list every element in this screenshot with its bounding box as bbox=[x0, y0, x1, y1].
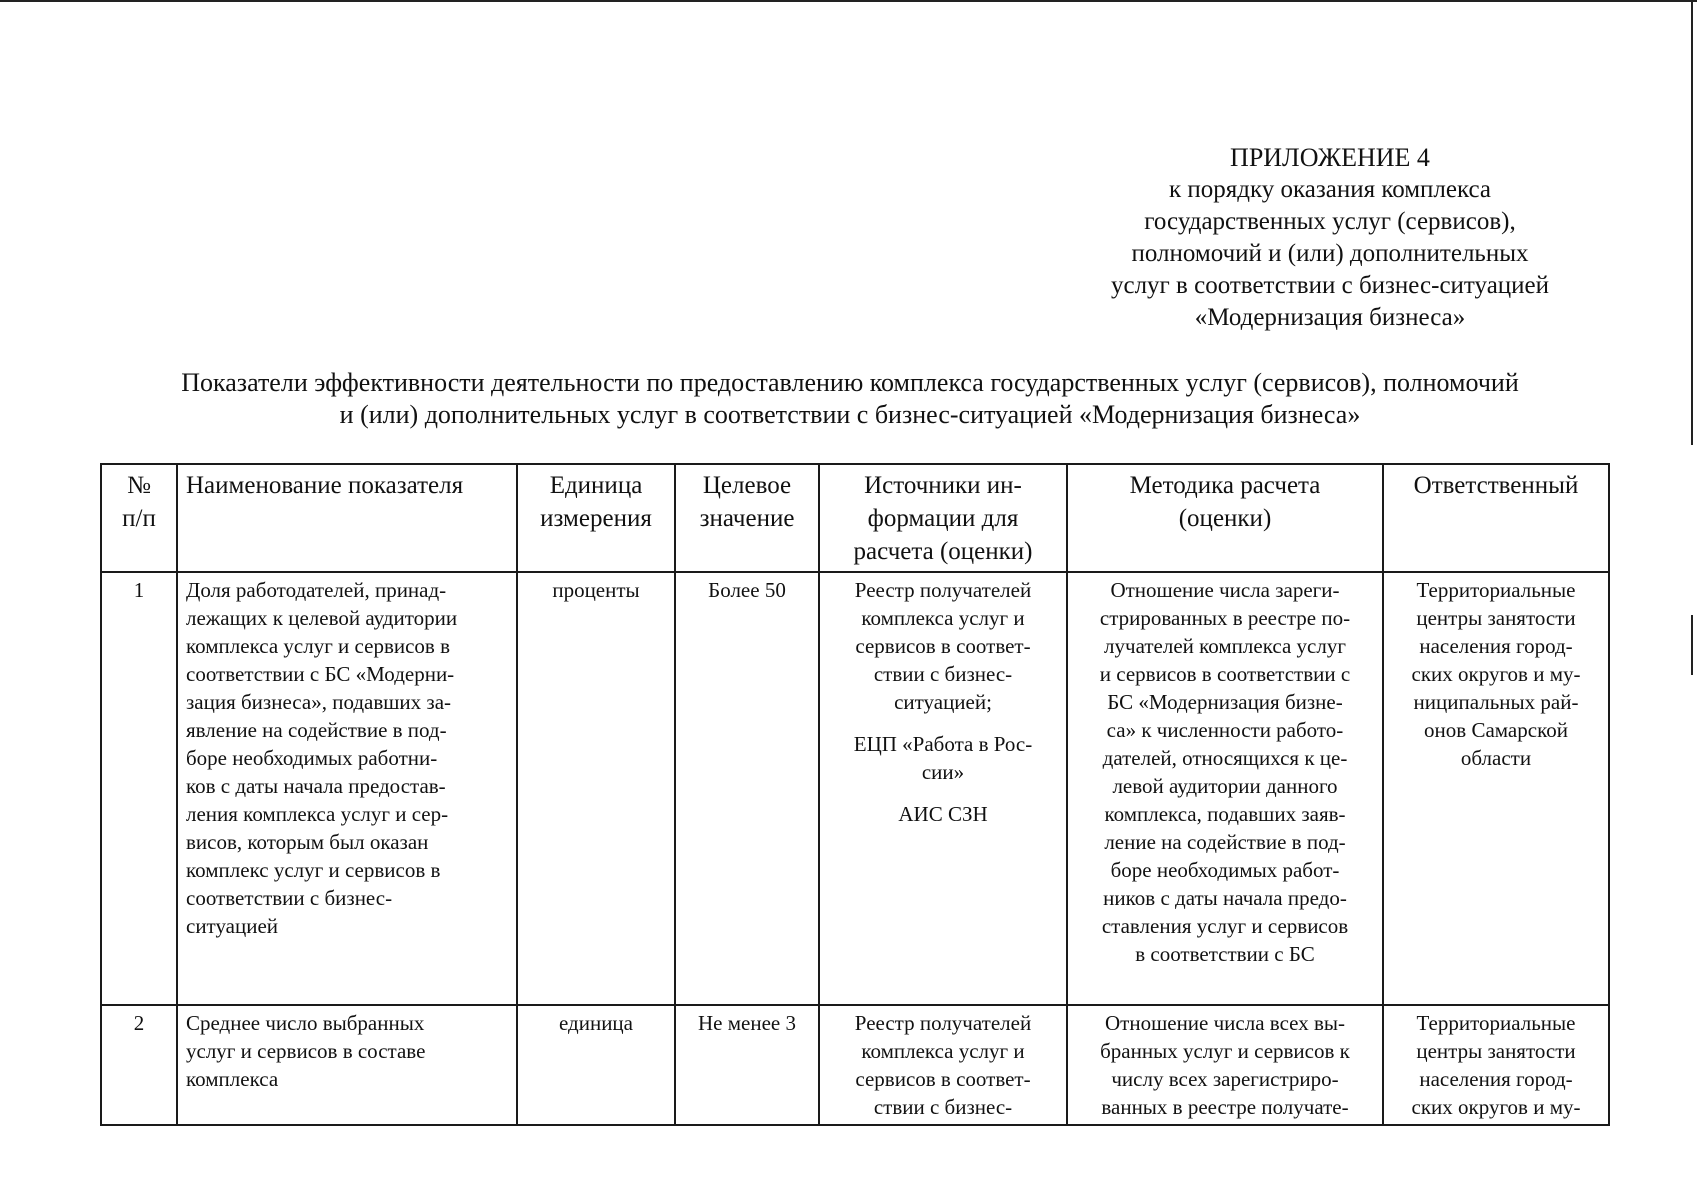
header-target: Целевое значение bbox=[675, 464, 819, 572]
indicators-table bbox=[100, 463, 1610, 1126]
cell-target: Более 50 bbox=[675, 572, 819, 1005]
appendix-line: услуг в соответствии с бизнес-ситуацией bbox=[1110, 272, 1550, 299]
title-line: и (или) дополнительных услуг в соответствии с бизнес-ситуацией «Модернизация бизнеса» bbox=[339, 400, 1361, 429]
cell-responsible: Территориальные центры занятости населения город- ских округов и му- bbox=[1383, 1005, 1609, 1125]
header-unit: Единица измерения bbox=[517, 464, 675, 572]
table-row bbox=[101, 572, 1609, 1005]
table-header-row bbox=[101, 464, 1609, 572]
header-responsible: Ответственный bbox=[1383, 464, 1609, 572]
cell-name: Среднее число выбранных услуг и сервисов в составе комплекса bbox=[177, 1005, 517, 1125]
scan-right-edge bbox=[1691, 0, 1693, 445]
cell-num: 2 bbox=[101, 1005, 177, 1125]
appendix-line: государственных услуг (сервисов), bbox=[1144, 208, 1516, 235]
header-num: № п/п bbox=[101, 464, 177, 572]
cell-unit: проценты bbox=[517, 572, 675, 1005]
appendix-line: к порядку оказания комплекса bbox=[1168, 176, 1492, 203]
appendix-line: полномочий и (или) дополнительных bbox=[1131, 240, 1529, 267]
cell-name: Доля работодателей, принад- лежащих к целевой аудитории комплекса услуг и сервисов в соответствии с БС «Модерни- зация бизнеса», подавших за- явление на содействие в под- боре необходимых работни- ков с даты начала предостав- ления комплекса услуг и сер- висов, которым был оказан комплекс услуг и сервисов в соответствии с бизнес- ситуацией bbox=[177, 572, 517, 1005]
cell-responsible: Территориальные центры занятости населения город- ских округов и му- ниципальных рай- онов Самарской области bbox=[1383, 572, 1609, 1005]
document-title bbox=[100, 367, 1600, 431]
header-method: Методика расчета (оценки) bbox=[1067, 464, 1383, 572]
scan-right-edge-fragment bbox=[1691, 615, 1693, 675]
title-line: Показатели эффективности деятельности по предоставлению комплекса государственных услуг (сервисов), полномочий bbox=[181, 368, 1519, 397]
cell-unit: единица bbox=[517, 1005, 675, 1125]
scan-top-edge bbox=[0, 0, 1697, 2]
appendix-line: «Модернизация бизнеса» bbox=[1194, 304, 1466, 331]
cell-num: 1 bbox=[101, 572, 177, 1005]
appendix-heading: ПРИЛОЖЕНИЕ 4 bbox=[1230, 143, 1430, 172]
appendix-block bbox=[1065, 142, 1595, 334]
table-row bbox=[101, 1005, 1609, 1125]
cell-method: Отношение числа зареги- стрированных в реестре по- лучателей комплекса услуг и сервисов в соответствии с БС «Модернизация бизне- са» к численности работо- дателей, относящихся к це- левой аудитории данного комплекса, подавших заяв- ление на содействие в под- боре необходимых работ- ников с даты начала предо- ставления услуг и сервисов в соответствии с БС bbox=[1067, 572, 1383, 1005]
cell-sources: Реестр получателей комплекса услуг и сервисов в соответ- ствии с бизнес- bbox=[819, 1005, 1067, 1125]
header-sources: Источники ин- формации для расчета (оценки) bbox=[819, 464, 1067, 572]
cell-method: Отношение числа всех вы- бранных услуг и сервисов к числу всех зарегистриро- ванных в реестре получате- bbox=[1067, 1005, 1383, 1125]
cell-target: Не менее 3 bbox=[675, 1005, 819, 1125]
cell-sources: Реестр получателей комплекса услуг и сервисов в соответ- ствии с бизнес- ситуацией; ЕЦП «Работа в Рос- сии» АИС СЗН bbox=[819, 572, 1067, 1005]
header-name: Наименование показателя bbox=[177, 464, 517, 572]
